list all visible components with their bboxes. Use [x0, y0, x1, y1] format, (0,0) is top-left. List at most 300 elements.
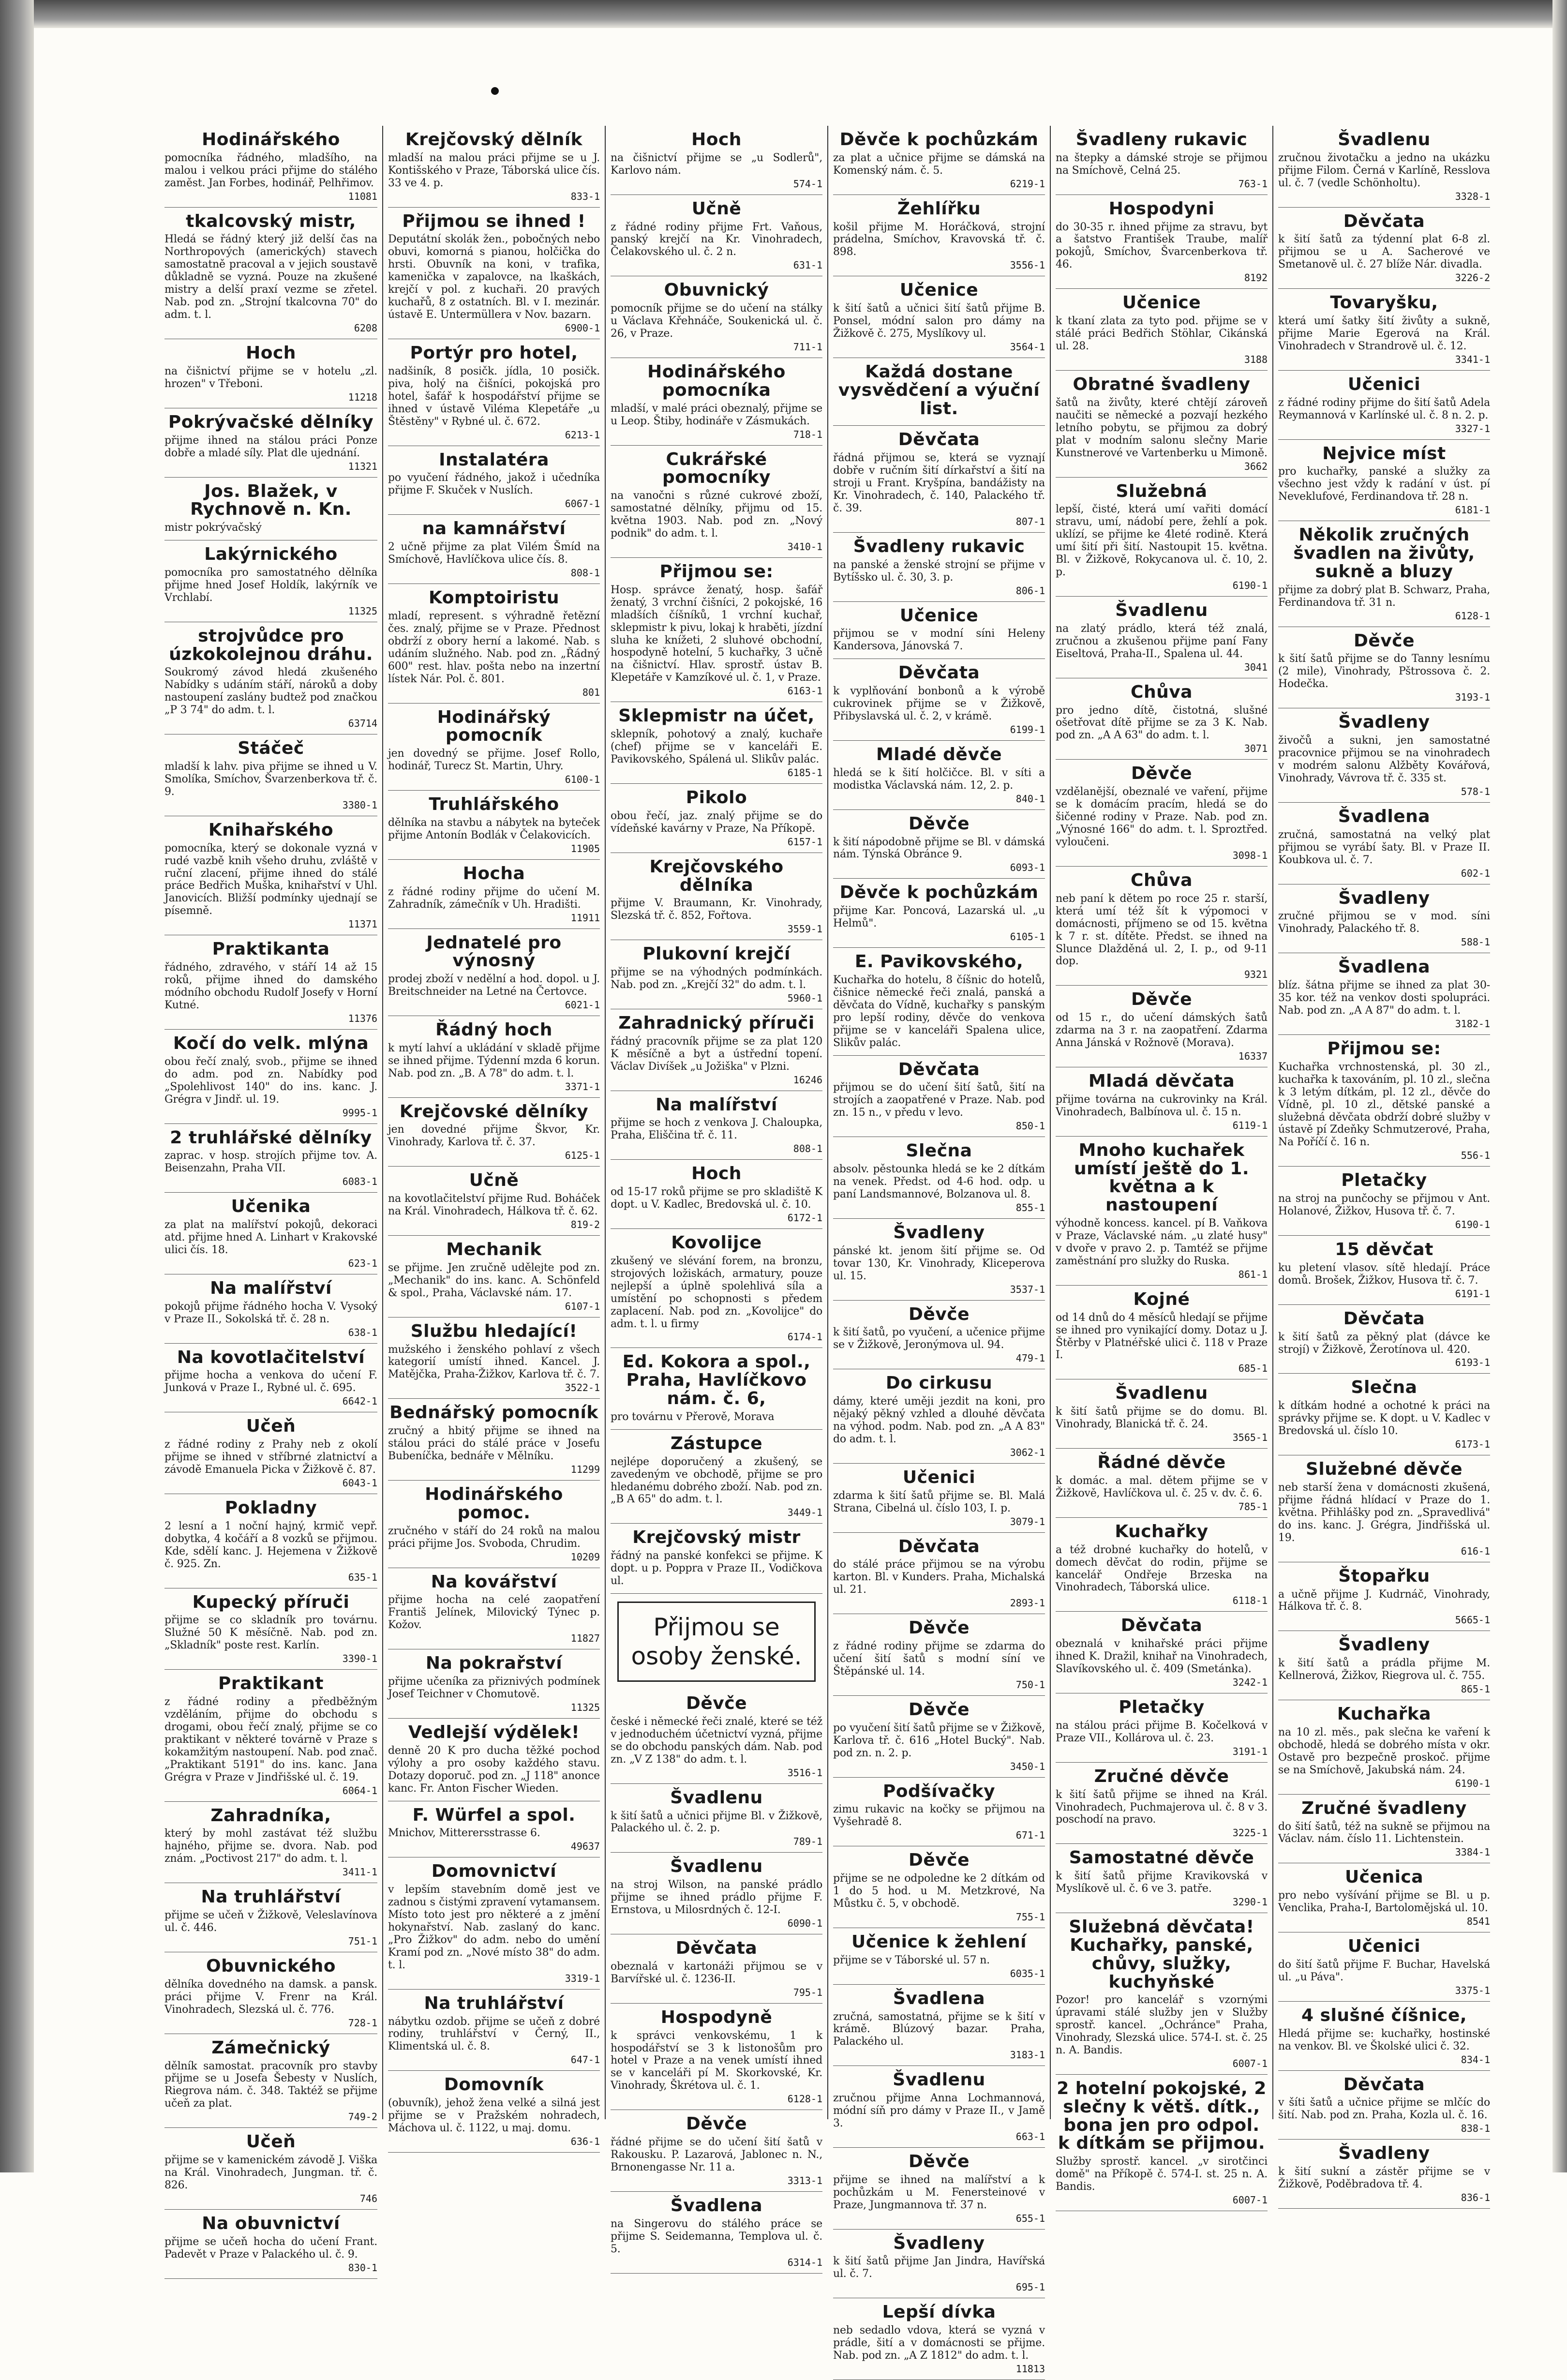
ad-title: Hoch: [691, 1164, 742, 1184]
ad-title: Švadleny rukavic: [853, 536, 1025, 556]
ad-body: k domác. a mal. dětem přijme se v Žižkově, Havlíčkova ul. č. 25 v. dv. č. 6.: [1056, 1474, 1268, 1499]
ad-title: Cukrářské pomocníky: [662, 449, 771, 488]
ad-title: Kočí do velk. mlýna: [173, 1033, 369, 1053]
ad-title: Učeň: [246, 1416, 296, 1437]
classified-ad: [1278, 1795, 1490, 1864]
ad-code: 6191-1: [1455, 1287, 1490, 1300]
ad-code: 6105-1: [1010, 931, 1045, 943]
ad-title: Žehlířku: [897, 198, 981, 219]
classified-ad: [164, 1030, 377, 1124]
ad-title: Švadleny: [1338, 712, 1430, 733]
ad-body: přijme se ne odpoledne ke 2 dítkám od 1 do 5 hod. u M. Metzkrové, Na Můstku č. 5, v obchodě.: [833, 1872, 1045, 1910]
classified-ad: [1278, 1236, 1490, 1305]
ad-code: 6190-1: [1455, 1777, 1490, 1789]
ad-title: Přijmou se:: [1327, 1038, 1441, 1059]
ad-code: 11813: [1015, 2363, 1045, 2375]
classified-ad: [1278, 1932, 1490, 2002]
classified-ad: [611, 126, 822, 195]
classified-ad: [833, 2298, 1045, 2380]
ad-code: 663-1: [1015, 2131, 1045, 2143]
ad-code: 6190-1: [1455, 1219, 1490, 1231]
classified-ad: [388, 1098, 600, 1167]
ad-body: od 14 dnů do 4 měsíců hledají se přijme se ihned pro vynikající domy. Dotaz u J. Štěrby v Platnéřské ulici č. 118 v Praze I.: [1056, 1311, 1268, 1362]
classified-ad: [611, 276, 822, 358]
ad-body: řádného, zdravého, v stáří 14 až 15 roků, přijme ihned do damského módního obchodu Rudolf Josefy v Horní Kutné.: [164, 961, 377, 1011]
ad-code: 11081: [348, 190, 377, 202]
classified-ad: [611, 1091, 822, 1160]
classified-ad: [164, 1952, 377, 2034]
ad-code: 631-1: [793, 259, 822, 271]
ad-title: Na pokrařství: [425, 1653, 563, 1674]
classified-ad: [164, 1274, 377, 1344]
ad-body: od 15 r., do učení dámských šatů zdarma na 3 r. na zaopatření. Zdarma Anna Jánská v Rožnově (Morava).: [1056, 1012, 1268, 1049]
classified-ad: [611, 1160, 822, 1229]
ad-title: Podšívačky: [882, 1781, 996, 1801]
ad-code: 6125-1: [565, 1150, 600, 1162]
ad-code: 11218: [348, 391, 377, 403]
ad-title: Praktikant: [218, 1674, 324, 1694]
ad-code: 602-1: [1461, 867, 1490, 879]
ad-title: Švadleny rukavic: [1075, 130, 1248, 150]
classified-ad: [833, 2230, 1045, 2299]
ad-code: 3062-1: [1010, 1446, 1045, 1458]
ad-code: 6043-1: [342, 1477, 377, 1489]
classified-ad: [611, 2192, 822, 2274]
ad-title: Švadlenu: [670, 1856, 763, 1877]
ad-title: Učenica: [1344, 1867, 1424, 1887]
ad-body: Hledá se řádný který již delší čas na Northropových (amerických) stavech samostatně pracoval a v jejich soustavě důkladně se vyzná. Pouze na zkušené mistry a delší praxí vezme se zřetel. Nab. pod zn. „Strojní tkalcovna 70" do adm. t. l.: [164, 233, 377, 321]
ad-body: mladší k lahv. piva přijme se ihned u V. Smolíka, Smíchov, Švarzenberkova tř. č. 9.: [164, 760, 377, 798]
ad-code: 695-1: [1015, 2281, 1045, 2293]
ad-title: Mladé děvče: [876, 745, 1002, 765]
classified-ad: [833, 358, 1045, 426]
classified-ad: [1278, 1455, 1490, 1562]
ad-title: Učenici: [1347, 374, 1421, 394]
ad-title: Domovník: [444, 2075, 544, 2095]
ad-body: k dítkám hodné a ochotné k práci na správky přijme se. K dopt. u V. Kadlec v Bredovská ul. číslo 10.: [1278, 1400, 1490, 1437]
ad-code: 3559-1: [787, 923, 822, 935]
ad-code: 3327-1: [1455, 422, 1490, 434]
ad-code: 861-1: [1238, 1268, 1268, 1280]
ad-body: jen dovedné přijme Škvor, Kr. Vinohrady, Karlova tř. č. 37.: [388, 1123, 600, 1149]
ad-title: Bednářský pomocník: [389, 1403, 598, 1423]
ad-code: 806-1: [1015, 584, 1045, 597]
ad-code: 3225-1: [1232, 1827, 1268, 1839]
classified-ad: [833, 1846, 1045, 1928]
ad-title: Švadlenu: [893, 2070, 985, 2090]
classified-ad: [833, 948, 1045, 1056]
classified-ad: [1278, 440, 1490, 522]
classified-ad: [1278, 1863, 1490, 1932]
classified-ad: [1278, 1374, 1490, 1455]
ad-title: Obuvnického: [206, 1956, 336, 1976]
ad-title: Děvče: [686, 2114, 747, 2134]
ad-code: 6021-1: [565, 999, 600, 1011]
ad-body: zaprac. v hosp. strojích přijme tov. A. Beisenzahn, Praha VII.: [164, 1150, 377, 1175]
ad-title: Na malířství: [656, 1094, 777, 1115]
classified-ad: [164, 1802, 377, 1884]
classified-ad: [388, 1167, 600, 1236]
ad-title: Švadlenu: [670, 1787, 763, 1808]
ad-code: 6900-1: [565, 322, 600, 334]
ad-title: Nejvice míst: [1322, 443, 1446, 464]
classified-ad: [164, 1124, 377, 1193]
ad-code: 6100-1: [565, 774, 600, 786]
ad-code: 6199-1: [1010, 724, 1045, 736]
ad-title: Chůva: [1131, 682, 1193, 702]
classified-ad: [611, 1348, 822, 1429]
ad-body: denně 20 K pro ducha těžké pochod výlohy a pro osoby každého stavu. Dotazy doporuč. pod zn. „J 118" anonce kanc. Fr. Anton Fischer Wieden.: [388, 1744, 600, 1795]
scan-edge-left: [0, 0, 34, 2172]
classified-ad: [1278, 1700, 1490, 1795]
classified-ad: [388, 1990, 600, 2071]
ad-body: přijme V. Braumann, Kr. Vinohrady, Slezská tř. č. 852, Fořtova.: [611, 897, 822, 922]
ad-body: pro nebo vyšívání přijme se Bl. u p. Venclika, Praha-I, Bartolomějská ul. 10.: [1278, 1889, 1490, 1915]
ad-body: po vyučení řádného, jakož i učedníka přijme F. Skuček v Nuslích.: [388, 472, 600, 497]
ad-code: 6213-1: [565, 429, 600, 441]
classified-ad: [164, 540, 377, 622]
ad-code: 3516-1: [787, 1766, 822, 1779]
classified-ad: [164, 622, 377, 734]
ad-title: Na kovářství: [431, 1572, 557, 1592]
ad-code: 763-1: [1238, 178, 1268, 190]
classified-ad: [388, 515, 600, 584]
ad-body: přijme Kar. Poncová, Lazarská ul. „u Helmů".: [833, 905, 1045, 930]
ad-body: Pozor! pro kancelář s vzornými úpravami stálé služby jen v Služby sprostř. kancel. „Ochránce" Praha, Vinohrady, Slezská ulice. 574-I. st. č. 25 n. A. Bandis.: [1056, 1994, 1268, 2057]
ad-code: 11321: [348, 460, 377, 472]
ad-code: 6163-1: [787, 685, 822, 697]
ad-body: přijme ihned na stálou práci Ponze dobře a mladé síly. Plat dle ujednání.: [164, 434, 377, 459]
ad-code: 16337: [1238, 1050, 1268, 1063]
ad-body: zručného v stáří do 24 roků na malou práci přijme Jos. Svoboda, Chrudim.: [388, 1525, 600, 1550]
ad-body: od 15-17 roků přijme se pro skladiště K dopt. u V. Kadlec, Bredovská ul. č. 10.: [611, 1186, 822, 1211]
ad-title: Pletačky: [1119, 1697, 1205, 1718]
ad-body: přijme se co skladník pro továrnu. Služné 50 K měsíčně. Nab. pod zn. „Skladník" poste rest. Karlín.: [164, 1614, 377, 1652]
ad-title: Hocha: [463, 863, 525, 883]
ad-code: 6193-1: [1455, 1357, 1490, 1369]
ad-title: Hospodyně: [660, 2007, 773, 2027]
ad-body: přijme hocha na celé zaopatření Františ Jelínek, Milovický Týnec p. Kožov.: [388, 1594, 600, 1632]
column-4: [827, 126, 1050, 2375]
ad-code: 834-1: [1461, 2053, 1490, 2066]
classified-ad: [833, 1369, 1045, 1464]
ad-title: Pokladny: [224, 1497, 317, 1518]
ad-code: 556-1: [1461, 1150, 1490, 1162]
classified-ad: [164, 2210, 377, 2279]
ad-body: na Singerovu do stálého práce se přijme S. Seidemanna, Templova ul. č. 5.: [611, 2217, 822, 2255]
ad-body: obou řečí, jaz. znalý přijme se do vídeňské kavárny v Praze, Na Příkopě.: [611, 809, 822, 835]
ad-code: 819-2: [570, 1219, 600, 1231]
ad-body: v šíti šatů a učnice přijme se mlčíc do šití. Nab. pod zn. Praha, Kozla ul. č. 16.: [1278, 2096, 1490, 2122]
ad-title: Děvčata: [1343, 1308, 1425, 1329]
ad-title: Zástupce: [670, 1433, 763, 1453]
ad-title: Učenika: [231, 1197, 311, 1217]
ad-code: 750-1: [1015, 1678, 1045, 1691]
ad-title: Krejčovský mistr: [632, 1527, 801, 1548]
ad-body: k tkaní zlata za tyto pod. přijme se v stálé práci Bedřich Stöhlar, Cikánská ul. 28.: [1056, 315, 1268, 353]
ad-body: Kuchařka do hotelu, 8 číšnic do hotelů, čišnice německé řeči znalá, panská a děvčata do Vídně, kuchařky s panským pro lepší rodiny, děvče do venkova přijme se v kanceláři Spalena ulice, Slikův palác.: [833, 973, 1045, 1049]
ad-body: přijme hocha a venkova do učení F. Junková v Praze I., Rybné ul. č. 695.: [164, 1369, 377, 1394]
ad-body: k šití šatů přijme se ihned na Král. Vinohradech, Puchmajerova ul. č. 8 v 3. poschodí na pravo.: [1056, 1788, 1268, 1826]
ad-code: 3290-1: [1232, 1896, 1268, 1908]
classified-ad: [833, 126, 1045, 195]
ad-body: šatů na živůty, které chtějí zároveň naučiti se německé a pozvají hezkého letního pobytu, se přijmou za dobrý plat v modním salonu slečny Marie Kunstnerové ve Vartenberku u Mimoně.: [1056, 396, 1268, 459]
ad-title: Služebná děvčata! Kuchařky, panské, chůvy, služky, kuchyňské: [1069, 1917, 1254, 1992]
classified-ad: [833, 2148, 1045, 2230]
classified-ad: [611, 940, 822, 1009]
ad-body: prodej zboží v nedělní a hod. dopol. u J. Breitschneider na Letné na Čertovce.: [388, 973, 600, 998]
ad-code: 3079-1: [1010, 1515, 1045, 1527]
classified-ad: [611, 1430, 822, 1524]
classified-ad: [388, 1719, 600, 1801]
classified-ad: [1056, 1844, 1268, 1913]
ad-title: Několik zručných švadlen na živůty, sukně a bluzy: [1293, 525, 1475, 582]
ad-title: Truhlářského: [429, 794, 559, 815]
ad-code: 6173-1: [1455, 1438, 1490, 1451]
ad-body: a též drobné kuchařky do hotelů, v domech děvčat do rodin, přijme se kancelář Ondřeje Brzeska na Vinohradech, Táborská ulice.: [1056, 1543, 1268, 1594]
classified-ad: [1056, 1518, 1268, 1612]
ad-body: sklepník, pohotový a znalý, kuchaře (chef) přijme se v kanceláři E. Pavikovského, Spálená ul. Slikův palác.: [611, 728, 822, 766]
ad-title: Učenice k žehlení: [851, 1931, 1027, 1952]
classified-ad: [1278, 2140, 1490, 2209]
ad-body: přijmou se v modní síni Heleny Kandersova, Jánovská 7.: [833, 628, 1045, 653]
classified-ad: [388, 1481, 600, 1568]
ad-title: Děvče: [908, 1304, 970, 1324]
ad-title: Švadlenu: [1115, 1383, 1208, 1404]
classified-ad: [1056, 478, 1268, 597]
classified-ad: [833, 1696, 1045, 1778]
ad-body: k vyplňování bonbonů a k výrobě cukrovinek přijme se v Žižkově, Přibyslavská ul. č. 2, v krámě.: [833, 685, 1045, 723]
ad-code: 6067-1: [565, 498, 600, 510]
ad-body: Deputátní skolák žen., pobočných nebo obuvi, komorná s pianou, holčička do hrsti. Obuvník na koni, v trafika, kamenička v zapalovce, na lkaškách, krejčí v pol. z kuchaři. 20 pravých kuchařů, 8 z ostatních. Bl. v I. mezinár. ústavě E. Untermüllera v Nov. bazarn.: [388, 233, 600, 321]
ad-title: Děvčata: [898, 663, 980, 683]
ad-title: Děvče: [1131, 989, 1193, 1010]
classified-ad: [1278, 2002, 1490, 2071]
ad-title: Švadleny: [1338, 888, 1430, 908]
ad-code: 6642-1: [342, 1395, 377, 1407]
ad-title: Na kovotlačitelství: [177, 1347, 365, 1367]
ad-title: Slečna: [906, 1141, 972, 1161]
classified-ad: [1056, 1137, 1268, 1286]
newspaper-page: [160, 126, 1495, 2375]
classified-ad: [833, 2066, 1045, 2148]
ad-code: 6219-1: [1010, 178, 1045, 190]
ad-code: 838-1: [1461, 2123, 1490, 2135]
ad-body: pro kuchařky, panské a služky za všechno jest vždy k radání v úst. pí Neveklufové, Ferdinandova tř. 28 n.: [1278, 465, 1490, 503]
classified-ad: [1278, 1631, 1490, 1700]
classified-ad: [1056, 867, 1268, 986]
ad-title: 4 slušné číšnice,: [1301, 2005, 1467, 2025]
classified-ad: [833, 879, 1045, 948]
classified-ad: [1278, 289, 1490, 371]
ad-body: dělníka dovedného na damsk. a pansk. práci přijme V. Frenr na Král. Vinohradech, Slezská ul. č. 776.: [164, 1978, 377, 2016]
ad-code: 63714: [348, 718, 377, 730]
ad-title: Děvče: [686, 1693, 747, 1714]
ad-code: 840-1: [1015, 793, 1045, 805]
ad-code: 795-1: [793, 1986, 822, 1998]
ad-code: 3411-1: [342, 1866, 377, 1878]
ad-body: za plat na malířství pokojů, dekoraci atd. přijme hned A. Linhart v Krakovské ulici čís. 18.: [164, 1219, 377, 1256]
ad-code: 6064-1: [342, 1784, 377, 1796]
ad-title: Učně: [469, 1170, 519, 1191]
classified-ad: [164, 935, 377, 1030]
ad-code: 3182-1: [1455, 1018, 1490, 1030]
classified-ad: [164, 1193, 377, 1274]
ad-code: 6035-1: [1010, 1967, 1045, 1979]
ad-title: Švadlena: [1338, 806, 1431, 826]
classified-ad: [833, 1928, 1045, 1985]
column-1: [160, 126, 382, 2274]
ad-title: strojvůdce pro úzkokolejnou dráhu.: [169, 626, 373, 664]
classified-ad: [164, 2034, 377, 2128]
ad-body: řádné přijme se do učení šití šatů v Rakousku. P. Lazarová, Jablonec n. N., Brnonengasse Nr. 11 a.: [611, 2136, 822, 2174]
ad-title: Každá dostane vysvědčení a výuční list.: [838, 362, 1040, 419]
ad-title: Pletačky: [1341, 1170, 1427, 1191]
ad-body: dámy, které uměji jezdit na koni, pro nějaký pěkný vzhled a dlouhé děvčata na výhod. podm. Nab. pod zn. „A A 83" do adm. t. l.: [833, 1395, 1045, 1445]
ad-body: k mytí lahví a ukládání v skladě přijme se ihned přijme. Týdenní mzda 6 korun. Nab. pod zn. „B. A 78" do adm. t. l.: [388, 1042, 600, 1079]
ad-body: nábytku ozdob. přijme se učeň z dobré rodiny, truhlářství v Černý, II., Klimentská ul. č. 8.: [388, 2015, 600, 2053]
ad-title: Švadleny: [1338, 1635, 1430, 1655]
ad-body: 2 učně přijme za plat Vilém Šmíd na Smíchově, Havlíčkova ulice čís. 8.: [388, 541, 600, 566]
ad-title: Tovaryšku,: [1330, 293, 1438, 313]
classified-ad: [164, 1344, 377, 1413]
classified-ad: [1056, 760, 1268, 867]
ad-title: Jednatelé pro výnosný: [426, 932, 562, 971]
ad-title: Švadlenu: [1338, 130, 1431, 150]
ad-code: 5665-1: [1455, 1614, 1490, 1626]
ad-code: 11827: [570, 1632, 600, 1645]
ad-title: Učenici: [1347, 1936, 1421, 1957]
ad-body: pro jedno dítě, čistotná, slušné ošetřovat dítě přijme se za 3 K. Nab. pod zn. „A A 63" do adm. t. l.: [1056, 704, 1268, 742]
ad-code: 830-1: [348, 2261, 377, 2274]
ad-title: Plukovní krejčí: [642, 944, 791, 964]
classified-ad: [833, 1137, 1045, 1219]
ad-body: z řádné rodiny přijme do šití šatů Adela Reymannová v Karlínské ul. č. 8 n. 2. p.: [1278, 396, 1490, 421]
ad-body: zručnou životačku a jedno na ukázku přijme Filom. Černá v Karlíně, Resslova ul. č. 7 (vedle Schönholtu).: [1278, 151, 1490, 189]
ad-code: 865-1: [1461, 1683, 1490, 1695]
ad-title: Zámečnický: [211, 2037, 330, 2058]
ad-code: 49637: [570, 1841, 600, 1853]
ad-code: 6208: [354, 322, 377, 334]
ad-body: zručný a hbitý přijme se ihned na stálou práci do stálé práce v Josefu Bubeníčka, bednáře v Mělníku.: [388, 1425, 600, 1463]
classified-ad: [1056, 1379, 1268, 1449]
classified-ad: [1278, 1562, 1490, 1632]
classified-ad: [388, 584, 600, 704]
ad-code: 728-1: [348, 2017, 377, 2029]
ad-body: dělníka na stavbu a nábytek na byteček přijme Antonín Bodlák v Čelakovicích.: [388, 816, 600, 841]
ad-body: k šití šatů přijme Kravikovská v Myslíkově ul. č. 6 ve 3. patře.: [1056, 1870, 1268, 1895]
classified-ad: [1056, 597, 1268, 678]
ad-title: Děvče: [1131, 763, 1193, 784]
ad-title: Krejčovského dělníka: [649, 856, 784, 895]
ad-code: 3183-1: [1010, 2049, 1045, 2061]
ad-body: blíz. šátna přijme se ihned za plat 30-35 kor. též na venkov dosti spolupráci. Nab. pod zn. „A A 87" do adm. t. l.: [1278, 979, 1490, 1017]
ad-title: F. Würfel a spol.: [412, 1805, 576, 1825]
ad-title: Švadlena: [1338, 957, 1431, 977]
classified-ad: [1278, 126, 1490, 208]
classified-ad: [833, 1985, 1045, 2066]
ad-body: mladší, v malé práci obeznalý, přijme se u Leop. Štiby, hodináře v Zásmukách.: [611, 402, 822, 427]
ad-body: zručné přijmou se v mod. síni Vinohrady, Palackého tř. 8.: [1278, 910, 1490, 935]
classified-ad: [833, 276, 1045, 358]
ad-body: řádná přijmou se, která se vyznají dobře v ručním šití dírkařství a šití na stroji u Frant. Kryšpína, bandážisty na Kr. Vinohradech, č. 140, Palackého tř. č. 39.: [833, 452, 1045, 515]
ad-code: 3071: [1244, 743, 1268, 755]
ad-body: k šití šatů přijme se do domu. Bl. Vinohrady, Blanická tř. č. 24.: [1056, 1406, 1268, 1431]
classified-ad: [388, 446, 600, 515]
ad-title: 15 děvčat: [1335, 1240, 1433, 1260]
classified-ad: [1056, 2075, 1268, 2211]
ad-body: na stroj Wilson, na panské prádlo přijme se ihned prádlo přijme F. Ernstova, u Milosrdných č. 12-I.: [611, 1879, 822, 1916]
classified-ad: [833, 1301, 1045, 1370]
classified-ad: [833, 426, 1045, 533]
ad-title: Knihařského: [208, 820, 334, 840]
classified-ad: [611, 1934, 822, 2004]
ad-code: 3522-1: [565, 1382, 600, 1394]
ad-code: 3565-1: [1232, 1432, 1268, 1444]
ad-title: Přijmou se:: [659, 561, 774, 582]
classified-ad: [388, 791, 600, 860]
ad-title: Obratné švadleny: [1073, 374, 1251, 394]
classified-ad: [1278, 803, 1490, 884]
ad-title: Švadlenu: [1115, 600, 1208, 621]
ad-body: k šití šatů za týdenní plat 6-8 zl. přijmou se u A. Sacherové ve Smetanově ul. č. 27 blíže Nár. divadla.: [1278, 233, 1490, 271]
classified-ad: [1056, 986, 1268, 1067]
classified-ad: [611, 446, 822, 558]
classified-ad: [1278, 708, 1490, 803]
ad-body: pomocníka pro samostatného dělníka přijme hned Josef Holdík, lakýrník ve Vrchlabí.: [164, 566, 377, 604]
classified-ad: [1278, 627, 1490, 709]
ad-body: z řádné rodiny přijme se zdarma do učení šití šatů s modní síní ve Štěpánské ul. 14.: [833, 1640, 1045, 1677]
ad-body: řádný pracovník přijme se za plat 120 K měsíčně a byt a ústřední topení. Václav Divíšek „u Jožiška" v Plzni.: [611, 1035, 822, 1073]
ad-code: 11325: [348, 605, 377, 617]
ad-body: zdarma k šití šatů přijme se. Bl. Malá Strana, Cibelná ul. číslo 103, I. p.: [833, 1489, 1045, 1514]
classified-ad: [164, 1588, 377, 1670]
classified-ad: [611, 1690, 822, 1784]
ad-title: Hoch: [246, 343, 296, 363]
ad-body: k šití nápodobně přijme se Bl. v dámská nám. Týnská Obránce 9.: [833, 836, 1045, 861]
ad-body: z řádné rodiny a předběžným vzděláním, přijme do obchodu s drogami, obou řečí znalý, přijme se co praktikant v některé továrně v Praze s kokamžitým nastoupení. Nab. pod znač. „Praktikant 5191" do ins. kanc. Jana Grégra v Praze v Jindřišské ul. č. 19.: [164, 1696, 377, 1783]
classified-ad: [833, 533, 1045, 602]
ad-title: Zručné děvče: [1094, 1766, 1229, 1786]
ad-code: 6090-1: [787, 1917, 822, 1930]
ad-title: Učenice: [1122, 293, 1201, 313]
ad-body: zručnou přijme Anna Lochmannová, módní síň pro dámy v Praze II., v Jamě 3.: [833, 2092, 1045, 2130]
ad-title: Švadleny: [893, 2233, 985, 2253]
classified-ad: [611, 1009, 822, 1091]
ad-code: 3380-1: [342, 799, 377, 811]
ad-code: 8192: [1244, 272, 1268, 284]
ad-body: zručná, samostatná na velký plat přijmou se vyrábí šaty. Bl. v Praze II. Koubkova ul. č. 7.: [1278, 828, 1490, 866]
classified-ad: [611, 558, 822, 702]
ad-code: 3313-1: [787, 2174, 822, 2186]
ad-code: 3410-1: [787, 540, 822, 553]
ad-body: v lepším stavebním domě jest ve zadnou s čistými zpravení vytamansem. Místo toto jest pro některé a z jmění hokynařství. Nab. zaslaný do kanc. „Pro Žižkov" do adm. nebo do umění Kramí pod zn. „Nové místo 38" do adm. t. l.: [388, 1884, 600, 1971]
ad-title: Děvčata: [1343, 2074, 1425, 2095]
ad-body: pomocníka řádného, mladšího, na malou i velkou práci přijme do stálého zaměst. Jan Forbes, hodinář, Pelhřimov.: [164, 151, 377, 189]
ad-body: přijme se hoch z venkova J. Chaloupka, Praha, Eliščina tř. č. 11.: [611, 1117, 822, 1142]
ad-title: Děvče k pochůzkám: [839, 883, 1039, 903]
classified-ad: [388, 704, 600, 791]
classified-ad: [1278, 884, 1490, 954]
ad-code: 6107-1: [565, 1300, 600, 1312]
classified-ad: [388, 929, 600, 1017]
ad-code: 3098-1: [1232, 849, 1268, 861]
ad-title: Učeň: [246, 2132, 296, 2152]
ad-code: 6157-1: [787, 836, 822, 848]
ad-title: Zručné švadleny: [1301, 1798, 1467, 1818]
ad-code: 6007-1: [1232, 2194, 1268, 2206]
ad-code: 711-1: [793, 341, 822, 353]
